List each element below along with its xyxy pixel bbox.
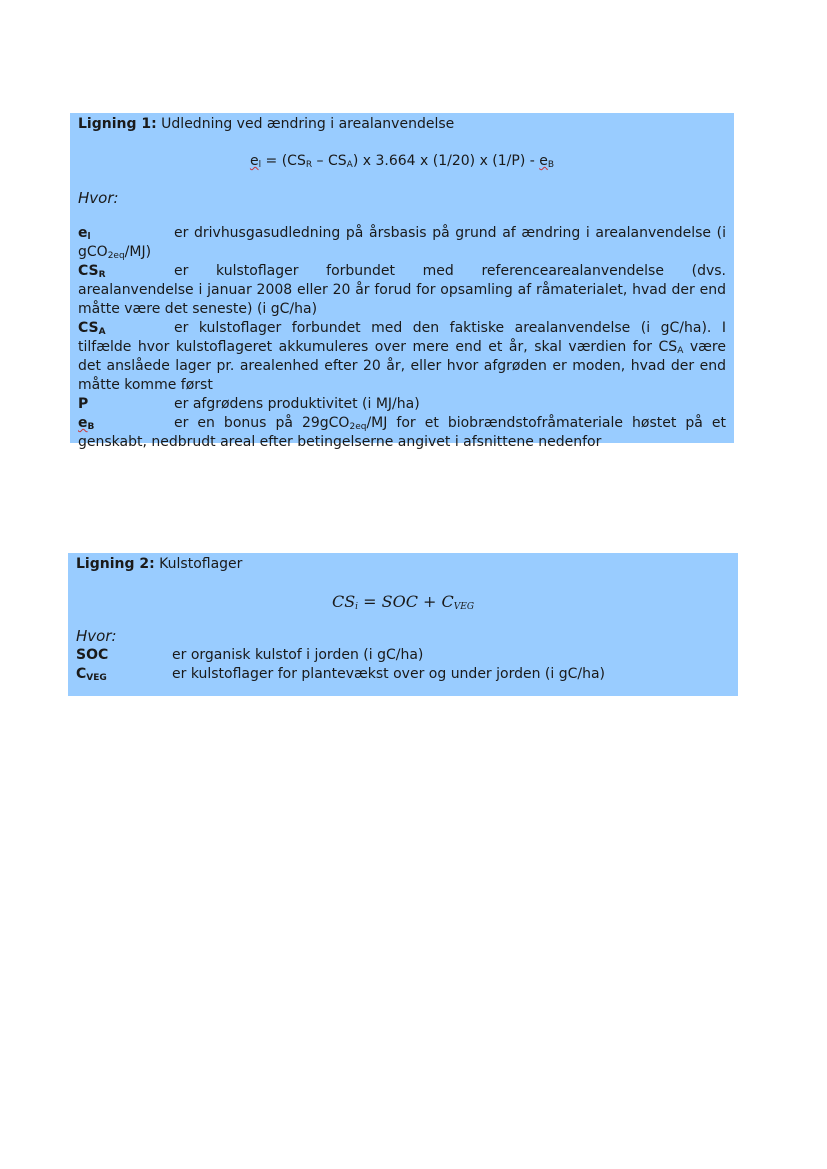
- def-csa-text-a: er kulstoflager forbundet med den faktiske arealanvendelse (i gC/ha). I tilfælde hvor kulstoflageret akkumuleres over mere end et år, skal værdien for CS: [78, 320, 726, 355]
- term-eb-base: e: [78, 415, 88, 431]
- formula-part3: ) x 3.664 x (1/20) x (1/P) -: [352, 153, 540, 169]
- def-csa-text-b: være det anslåede lager pr. arealenhed efter 20 år, eller hvor afgrøden er moden, hvad der end måtte komme først: [78, 339, 726, 393]
- formula-sub-a: A: [346, 160, 353, 170]
- term-cveg-base: C: [76, 666, 87, 682]
- term-csr-base: CS: [78, 263, 99, 279]
- definition-el: [78, 224, 726, 262]
- def-csr-text: er kulstoflager forbundet med referencearealanvendelse (dvs. arealanvendelse i januar 2008 eller 20 år forud for opsamling af råmaterialet, hvad der end måtte være det seneste) (i gC/ha): [78, 263, 726, 317]
- def-el-sub: 2eq: [107, 251, 125, 261]
- def-eb-sub: 2eq: [349, 422, 367, 432]
- def-el-text-b: /MJ): [124, 244, 152, 260]
- formula-part2: – CS: [312, 153, 347, 169]
- formula-e: e: [249, 153, 259, 169]
- term-cveg-sub: VEG: [86, 673, 107, 683]
- term-csa-base: CS: [78, 320, 99, 336]
- def-el-text-a: er drivhusgasudledning på årsbasis på grund af ændring i arealanvendelse (i gCO: [78, 225, 726, 260]
- formula-sub-r: R: [305, 160, 313, 170]
- definition-eb: [78, 414, 726, 452]
- definition-cveg: [76, 665, 730, 684]
- definition-soc: [76, 646, 730, 665]
- term-csa: [78, 319, 174, 338]
- def-cveg-text: er kulstoflager for plantevækst over og under jorden (i gC/ha): [172, 666, 606, 682]
- equation-2-box: [68, 553, 738, 696]
- formula-part1: = (CS: [261, 153, 306, 169]
- equation-1-title: Udledning ved ændring i arealanvendelse: [161, 116, 455, 132]
- equation-1-heading: [78, 115, 726, 134]
- term-soc: SOC: [76, 647, 109, 663]
- hvor-label-2: Hvor:: [76, 627, 117, 645]
- equation-2-title: Kulstoflager: [159, 556, 243, 572]
- def-eb-text-a: er en bonus på 29gCO: [174, 415, 350, 431]
- term-csr: [78, 262, 174, 281]
- term-csr-sub: R: [98, 270, 106, 280]
- formula2-rhs-sub: VEG: [453, 602, 475, 612]
- term-cveg: [76, 665, 172, 684]
- term-el-sub: l: [87, 232, 91, 242]
- term-eb-sub: B: [87, 422, 95, 432]
- term-csa-sub: A: [98, 327, 106, 337]
- equation-2-formula: [76, 592, 730, 611]
- def-p-text: er afgrødens produktivitet (i MJ/ha): [174, 396, 420, 412]
- formula2-lhs: CS: [331, 592, 356, 611]
- formula2-rhs: = SOC + C: [358, 592, 454, 611]
- term-p: P: [78, 396, 89, 412]
- formula-e-sub: l: [258, 160, 262, 170]
- equation-1-label: Ligning 1:: [78, 116, 157, 132]
- formula-eb: e: [539, 153, 548, 169]
- formula2-lhs-sub: i: [355, 602, 359, 612]
- term-eb: [78, 414, 174, 433]
- definition-csr: [78, 262, 726, 319]
- formula-eb-sub: B: [547, 160, 555, 170]
- definition-p: [78, 395, 726, 414]
- equation-2-heading: [76, 555, 730, 574]
- definition-csa: [78, 319, 726, 395]
- term-el-base: e: [78, 225, 88, 241]
- equation-1-box: [70, 113, 734, 450]
- hvor-label: Hvor:: [78, 189, 119, 207]
- def-eb-text-b: /MJ for et biobrændstofråmateriale høstet på et genskabt, nedbrudt areal efter betingelserne angivet i afsnittene nedenfor: [78, 415, 726, 450]
- term-el: [78, 224, 174, 243]
- def-csa-sub: A: [677, 346, 684, 356]
- equation-2-label: Ligning 2:: [76, 556, 155, 572]
- def-soc-text: er organisk kulstof i jorden (i gC/ha): [172, 647, 424, 663]
- equation-1-formula: [78, 152, 726, 171]
